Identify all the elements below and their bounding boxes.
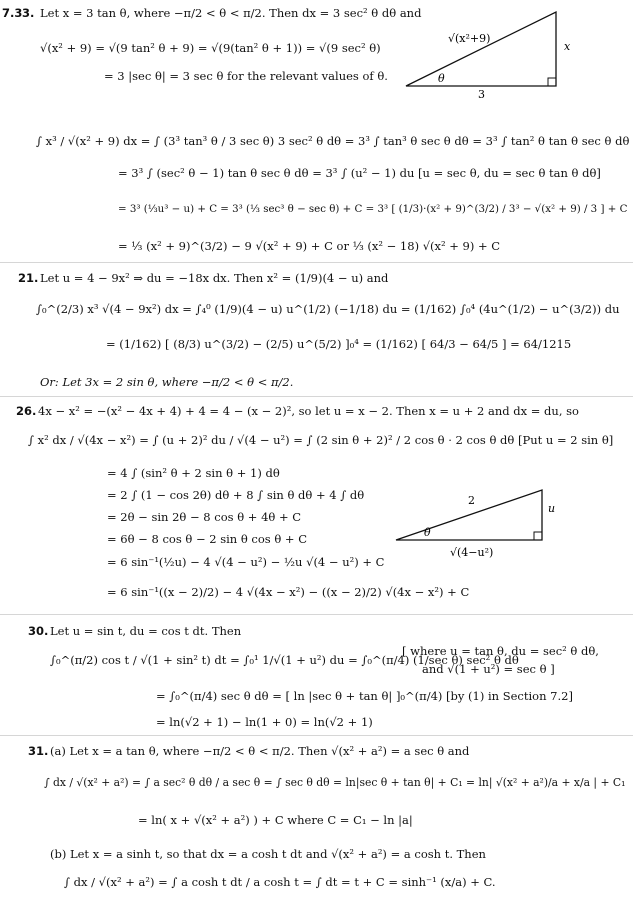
problem-3-line-3: = 3 |sec θ| = 3 sec θ for the relevant values of θ. xyxy=(104,69,388,83)
divider xyxy=(0,614,633,615)
problem-3-line-2: √(x² + 9) = √(9 tan² θ + 9) = √(9(tan² θ + 1)) = √(9 sec² θ) xyxy=(40,41,381,55)
triangle-2-opposite-label: u xyxy=(548,502,556,515)
triangle-2-hypotenuse-label: 2 xyxy=(468,494,475,507)
triangle-diagram-2 xyxy=(390,484,570,560)
problem-30-note-1: [ where u = tan θ, du = sec² θ dθ, xyxy=(402,644,599,658)
problem-26-line-2: ∫ x² dx / √(4x − x²) = ∫ (u + 2)² du / √(4 − u²) = ∫ (2 sin θ + 2)² / 2 cos θ · 2 cos θ dθ [Put u = 2 sin θ] xyxy=(28,433,614,447)
problem-21-line-1: Let u = 4 − 9x² ⇒ du = −18x dx. Then x² = (1/9)(4 − u) and xyxy=(40,271,389,285)
problem-21-line-3: = (1/162) [ (8/3) u^(3/2) − (2/5) u^(5/2) ]₀⁴ = (1/162) [ 64/3 − 64/5 ] = 64/1215 xyxy=(106,337,572,351)
problem-30-note-2: and √(1 + u²) = sec θ ] xyxy=(422,662,555,676)
problem-26-line-4: = 2 ∫ (1 − cos 2θ) dθ + 8 ∫ sin θ dθ + 4 ∫ dθ xyxy=(107,488,365,502)
triangle-1-adjacent-label: 3 xyxy=(478,88,485,98)
problem-3-line-6: = 3³ (⅓u³ − u) + C = 3³ (⅓ sec³ θ − sec θ) + C = 3³ [ (1/3)·(x² + 9)^(3/2) / 3³ − √(x² + 9) / 3 ] + C xyxy=(118,203,628,215)
problem-number: 26. xyxy=(16,404,37,418)
problem-30-line-3: = ∫₀^(π/4) sec θ dθ = [ ln |sec θ + tan θ| ]₀^(π/4) [by (1) in Section 7.2] xyxy=(156,689,573,703)
problem-3-line-4: ∫ x³ / √(x² + 9) dx = ∫ (3³ tan³ θ / 3 sec θ) 3 sec² θ dθ = 3³ ∫ tan³ θ sec θ dθ = 3³ ∫ tan² θ tan θ sec θ dθ xyxy=(36,134,630,148)
problem-26-line-3: = 4 ∫ (sin² θ + 2 sin θ + 1) dθ xyxy=(107,466,280,480)
problem-30-line-4: = ln(√2 + 1) − ln(1 + 0) = ln(√2 + 1) xyxy=(156,715,373,729)
divider xyxy=(0,262,633,263)
triangle-diagram-1 xyxy=(400,4,590,98)
triangle-1-angle-label: θ xyxy=(438,72,445,85)
problem-31-line-1: (a) Let x = a tan θ, where −π/2 < θ < π/2. Then √(x² + a²) = a sec θ and xyxy=(50,744,470,758)
problem-number: 30. xyxy=(28,624,49,638)
problem-number: 31. xyxy=(28,744,49,758)
problem-31-line-4: (b) Let x = a sinh t, so that dx = a cosh t dt and √(x² + a²) = a cosh t. Then xyxy=(50,847,486,861)
problem-26-line-1: 4x − x² = −(x² − 4x + 4) + 4 = 4 − (x − 2)², so let u = x − 2. Then x = u + 2 and dx = du, so xyxy=(38,404,579,418)
problem-21-alternative: Or: Let 3x = 2 sin θ, where −π/2 < θ < π/2. xyxy=(40,375,294,389)
triangle-2-adjacent-label: √(4−u²) xyxy=(450,546,494,559)
problem-3-line-5: = 3³ ∫ (sec² θ − 1) tan θ sec θ dθ = 3³ ∫ (u² − 1) du [u = sec θ, du = sec θ tan θ dθ] xyxy=(118,166,601,180)
problem-number: 21. xyxy=(18,271,39,285)
triangle-1-hypotenuse-label: √(x²+9) xyxy=(448,32,491,45)
problem-3-line-1: Let x = 3 tan θ, where −π/2 < θ < π/2. Then dx = 3 sec² θ dθ and xyxy=(40,6,422,20)
problem-3-line-7: = ⅓ (x² + 9)^(3/2) − 9 √(x² + 9) + C or ⅓ (x² − 18) √(x² + 9) + C xyxy=(118,239,501,253)
problem-30-line-2: ∫₀^(π/2) cos t / √(1 + sin² t) dt = ∫₀¹ 1/√(1 + u²) du = ∫₀^(π/4) (1/sec θ) sec² θ dθ xyxy=(50,653,519,667)
problem-26-line-5: = 2θ − sin 2θ − 8 cos θ + 4θ + C xyxy=(107,510,302,524)
triangle-1-opposite-label: x xyxy=(564,40,571,53)
problem-26-line-6: = 6θ − 8 cos θ − 2 sin θ cos θ + C xyxy=(107,532,308,546)
problem-30-line-1: Let u = sin t, du = cos t dt. Then xyxy=(50,624,242,638)
problem-31-line-2: ∫ dx / √(x² + a²) = ∫ a sec² θ dθ / a sec θ = ∫ sec θ dθ = ln|sec θ + tan θ| + C₁ = ln| √(x² + a²)/a + x/a | + C₁ xyxy=(44,776,626,789)
divider xyxy=(0,735,633,736)
problem-21-line-2: ∫₀^(2/3) x³ √(4 − 9x²) dx = ∫₄⁰ (1/9)(4 − u) u^(1/2) (−1/18) du = (1/162) ∫₀⁴ (4u^(1/2) − u^(3/2)) du xyxy=(36,302,620,316)
problem-26-line-7: = 6 sin⁻¹(½u) − 4 √(4 − u²) − ½u √(4 − u²) + C xyxy=(107,555,385,569)
divider xyxy=(0,396,633,397)
problem-26-line-8: = 6 sin⁻¹((x − 2)/2) − 4 √(4x − x²) − ((x − 2)/2) √(4x − x²) + C xyxy=(107,585,470,599)
triangle-2-angle-label: θ xyxy=(424,526,431,539)
problem-31-line-3: = ln( x + √(x² + a²) ) + C where C = C₁ − ln |a| xyxy=(138,813,413,827)
section-tag: 7.3 xyxy=(2,6,23,20)
problem-31-line-5: ∫ dx / √(x² + a²) = ∫ a cosh t dt / a cosh t = ∫ dt = t + C = sinh⁻¹ (x/a) + C. xyxy=(64,875,496,889)
problem-number: 3. xyxy=(22,6,35,20)
